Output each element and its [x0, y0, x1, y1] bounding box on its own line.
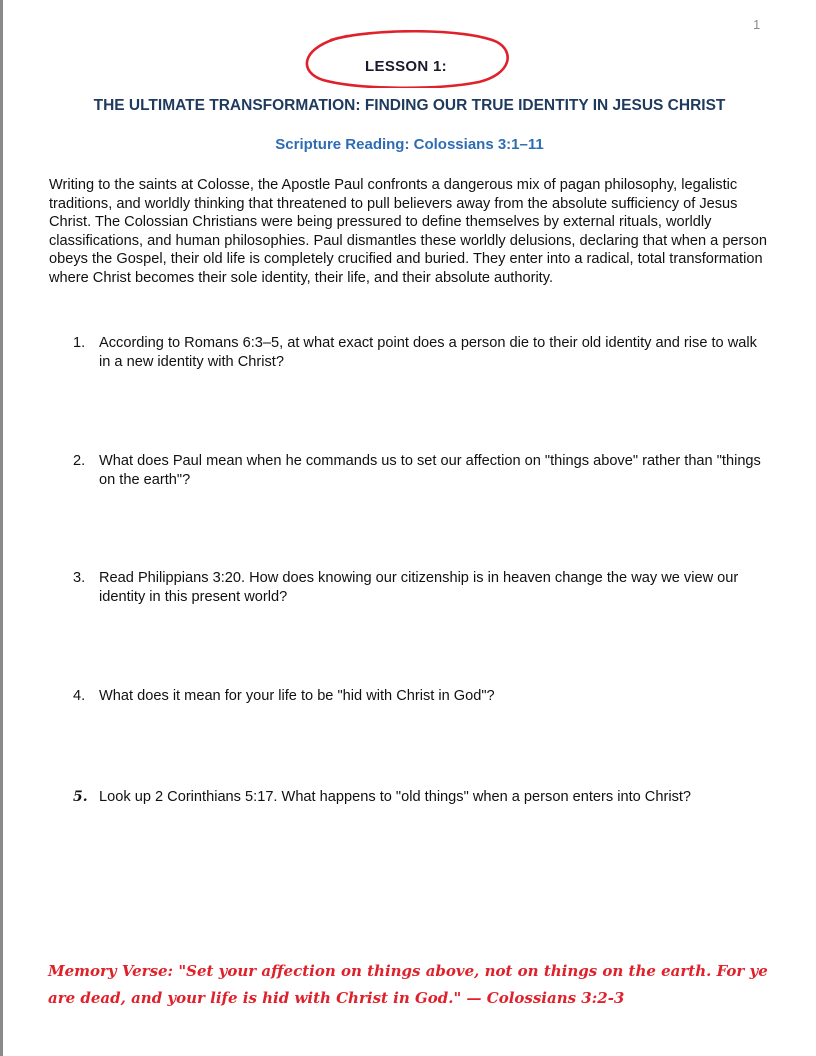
question-number: 5.: [73, 789, 88, 805]
question-text: What does Paul mean when he commands us to set our affection on "things above" rather than "things on the earth"?: [99, 453, 761, 488]
question-text: According to Romans 6:3–5, at what exact point does a person die to their old identity and rise to walk in a new identity with Christ?: [99, 335, 757, 370]
lesson-header: [301, 30, 511, 88]
question-number: 1.: [73, 335, 86, 351]
memory-verse: Memory Verse: "Set your affection on things above, not on things on the earth. For ye are dead, and your life is hid with Christ in God." — Colossians 3:2-3: [48, 962, 768, 1007]
question-text: Look up 2 Corinthians 5:17. What happens to "old things" when a person enters into Christ?: [99, 789, 692, 805]
question-number: 3.: [73, 570, 86, 586]
page-title: THE ULTIMATE TRANSFORMATION: FINDING OUR TRUE IDENTITY IN JESUS CHRIST: [93, 97, 726, 114]
scripture-reading: Scripture Reading: Colossians 3:1–11: [275, 136, 544, 153]
page-number: 1: [753, 17, 761, 32]
intro-paragraph: Writing to the saints at Colosse, the Apostle Paul confronts a dangerous mix of pagan philosophy, legalistic traditions, and worldly thinking that threatened to pull believers away from the absolute sufficiency of Jesus Christ. The Colossian Christians were being pressured to define themselves by external rituals, worldly classifications, and human philosophies. Paul dismantles these worldly delusions, declaring that when a person obeys the Gospel, their old life is completely crucified and buried. They enter into a radical, total transformation where Christ becomes their sole identity, their life, and their absolute authority.: [49, 177, 767, 286]
question-text: Read Philippians 3:20. How does knowing our citizenship is in heaven change the way we view our identity in this present world?: [99, 570, 739, 605]
question-text: What does it mean for your life to be "hid with Christ in God"?: [99, 688, 495, 704]
question-number: 2.: [73, 453, 86, 469]
lesson-label: LESSON 1:: [365, 58, 447, 75]
question-number: 4.: [73, 688, 86, 704]
